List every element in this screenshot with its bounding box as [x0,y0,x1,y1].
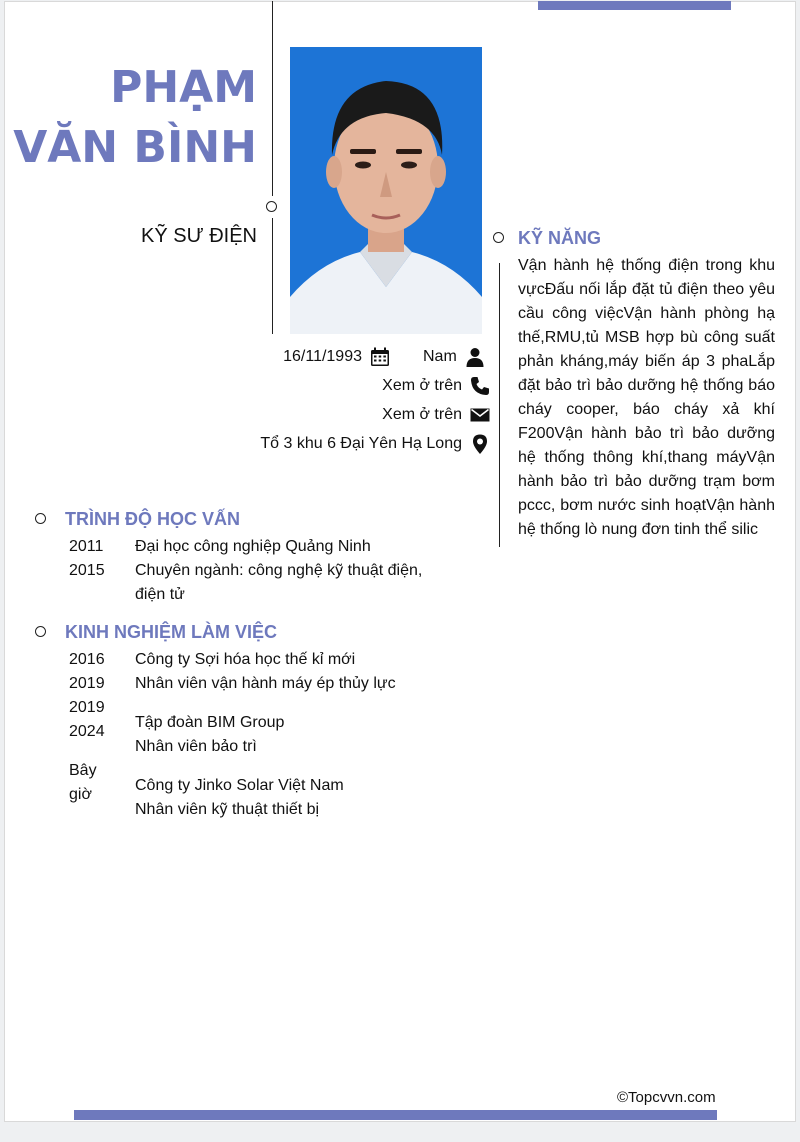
birthdate-text: 16/11/1993 [283,348,362,365]
education-start-year: 2011 [69,538,104,555]
timeline-line-bottom [272,218,273,334]
copyright-text: ©Topcvvn.com [617,1089,716,1106]
envelope-icon [470,405,490,425]
experience-2-company: Tập đoàn BIM Group [135,714,285,731]
gender-text: Nam [423,348,457,365]
name-line-1: PHẠM [110,62,257,113]
name-line-2: VĂN BÌNH [13,122,257,173]
skills-circle-icon [493,232,504,243]
top-accent-bar [538,1,731,10]
profile-photo [290,47,482,334]
phone-text: Xem ở trên [382,377,462,394]
education-circle-icon [35,513,46,524]
gender-row [423,347,485,367]
experience-1-company: Công ty Sợi hóa học thế kỉ mới [135,651,356,668]
experience-title: KINH NGHIỆM LÀM VIỆC [65,622,278,642]
email-row [382,405,490,425]
address-row [260,434,490,454]
experience-1-role: Nhân viên vận hành máy ép thủy lực [135,675,396,692]
experience-3-end: giờ [69,786,92,803]
experience-1-end: 2019 [69,675,105,692]
experience-1-start: 2016 [69,651,105,668]
skills-title: KỸ NĂNG [518,228,602,248]
map-pin-icon [470,434,490,454]
birthdate-row [283,347,390,367]
education-end-year: 2015 [69,562,105,579]
email-text: Xem ở trên [382,406,462,423]
portrait-image [290,47,482,334]
job-title: KỸ SƯ ĐIỆN [141,225,257,247]
timeline-line-top [272,1,273,196]
experience-2-role: Nhân viên bảo trì [135,738,257,755]
experience-circle-icon [35,626,46,637]
experience-3-role: Nhân viên kỹ thuật thiết bị [135,801,320,818]
experience-3-start: Bây [69,762,97,779]
education-detail: Chuyên ngành: công nghệ kỹ thuật điện, điện tử [135,562,423,603]
experience-3-company: Công ty Jinko Solar Việt Nam [135,777,344,794]
experience-2-end: 2024 [69,723,105,740]
bottom-accent-bar [74,1110,717,1120]
skills-timeline-line [499,263,500,547]
calendar-icon [370,347,390,367]
education-school: Đại học công nghiệp Quảng Ninh [135,538,371,555]
timeline-circle-icon [266,201,277,212]
candidate-name [13,58,257,178]
person-icon [465,347,485,367]
address-text: Tổ 3 khu 6 Đại Yên Hạ Long [260,435,462,452]
experience-2-start: 2019 [69,699,105,716]
education-title: TRÌNH ĐỘ HỌC VẤN [65,509,240,529]
skills-text: Vận hành hệ thống điện trong khu vựcĐấu nối lắp đặt tủ điện theo yêu cầu công việcVận hành phòng hạ thế,RMU,tủ MSB hợp bù công suất phản kháng,máy biến áp 3 phaLắp đặt bảo trì bảo dưỡng hệ thống báo cháy cooper, báo cháy xả khí F200Vận hành bảo trì bảo dưỡng hệ thống thông khí,thang máyVận hành bảo trì bảo dưỡng trạm bơm pccc, bơm nước sinh hoạtVận hành hệ thống lò nung đơn tinh thể silic [518,257,775,538]
phone-row [382,376,490,396]
phone-icon [470,376,490,396]
